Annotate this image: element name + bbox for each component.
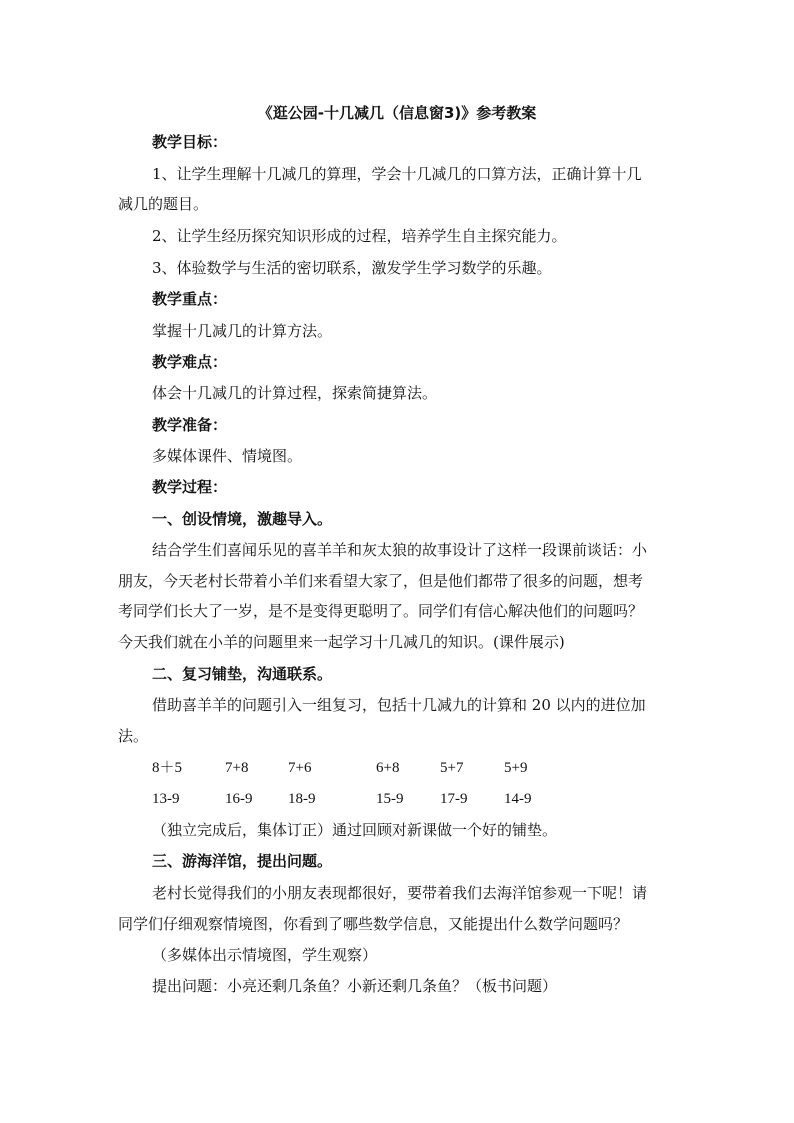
review-item: 7+8	[225, 760, 249, 776]
preparation-heading: 教学准备：	[152, 416, 228, 434]
review-item: 18-9	[288, 791, 316, 807]
section-3-line-1: 老村长觉得我们的小朋友表现都很好，要带着我们去海洋馆参观一下呢！请	[152, 884, 648, 902]
section-1-line-2: 朋友，今天老村长带着小羊们来看望大家了，但是他们都带了很多的问题，想考	[118, 572, 644, 590]
review-item: 8＋5	[152, 760, 183, 776]
review-item: 16-9	[225, 791, 253, 807]
objective-2: 2、让学生经历探究知识形成的过程，培养学生自主探究能力。	[152, 227, 567, 245]
review-item: 5+7	[440, 760, 464, 776]
section-2-line-2: 法。	[118, 727, 149, 745]
preparation-text: 多媒体课件、情境图。	[152, 447, 303, 465]
key-points-text: 掌握十几减几的计算方法。	[152, 322, 333, 340]
objective-1-line-2: 减几的题目。	[118, 195, 209, 213]
section-1-line-3: 考同学们长大了一岁，是不是变得更聪明了。同学们有信心解决他们的问题吗？	[118, 602, 644, 620]
section-2-heading: 二、复习铺垫，沟通联系。	[152, 665, 333, 683]
difficulties-heading: 教学难点：	[152, 353, 228, 371]
difficulties-text: 体会十几减几的计算过程，探索简捷算法。	[152, 384, 438, 402]
section-2-line-1: 借助喜羊羊的问题引入一组复习，包括十几减九的计算和 20 以内的进位加	[152, 696, 646, 714]
section-1-line-1: 结合学生们喜闻乐见的喜羊羊和灰太狼的故事设计了这样一段课前谈话：小	[152, 541, 648, 559]
review-item: 7+6	[288, 760, 312, 776]
review-item: 13-9	[152, 791, 180, 807]
objective-3: 3、体验数学与生活的密切联系，激发学生学习数学的乐趣。	[152, 259, 552, 277]
review-item: 6+8	[376, 760, 400, 776]
section-1-heading: 一、创设情境，激趣导入。	[152, 510, 333, 528]
objectives-heading: 教学目标：	[152, 133, 228, 151]
section-1-line-4: 今天我们就在小羊的问题里来一起学习十几减几的知识。(课件展示)	[118, 633, 565, 651]
review-item: 17-9	[440, 791, 468, 807]
section-2-note: （独立完成后，集体订正）通过回顾对新课做一个好的铺垫。	[152, 821, 558, 839]
section-3-heading: 三、游海洋馆，提出问题。	[152, 852, 333, 870]
objective-1-line-1: 1、让学生理解十几减几的算理，学会十几减几的口算方法，正确计算十几	[152, 165, 642, 183]
section-3-line-2: 同学们仔细观察情境图，你看到了哪些数学信息，又能提出什么数学问题吗？	[118, 915, 629, 933]
review-item: 14-9	[504, 791, 532, 807]
key-points-heading: 教学重点：	[152, 290, 228, 308]
review-item: 5+9	[504, 760, 528, 776]
review-item: 15-9	[376, 791, 404, 807]
section-3-note: （多媒体出示情境图，学生观察）	[152, 946, 378, 964]
section-3-question: 提出问题：小亮还剩几条鱼？小新还剩几条鱼？（板书问题）	[152, 977, 558, 995]
document-title: 《逛公园-十几减几（信息窗3)》参考教案	[257, 104, 537, 122]
process-heading: 教学过程：	[152, 478, 228, 496]
